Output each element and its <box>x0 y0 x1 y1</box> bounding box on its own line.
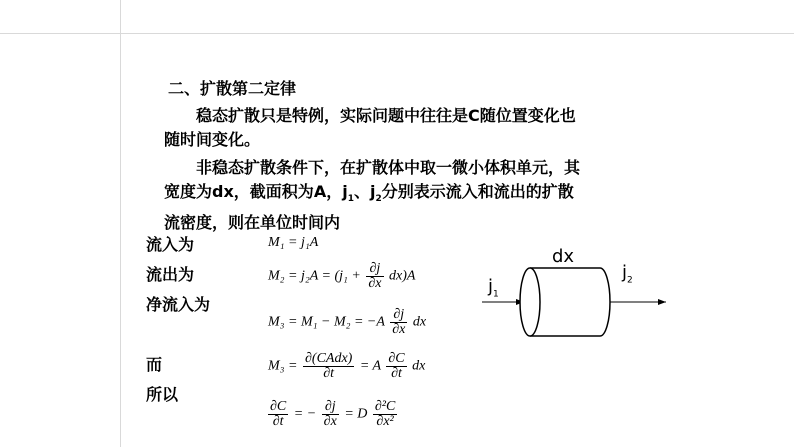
label-outflow: 流出为 <box>146 265 195 284</box>
label-therefore: 所以 <box>146 385 179 404</box>
paragraph-2-j1-sub: 1 <box>347 194 354 205</box>
label-inflow: 流入为 <box>146 235 195 254</box>
paragraph-1-line-2: 随时间变化。 <box>164 130 261 149</box>
paragraph-2-j1: j <box>342 182 348 201</box>
equation-final <box>266 400 399 429</box>
equation-m3b <box>268 352 425 381</box>
cylinder-left-face <box>520 268 540 336</box>
paragraph-2-j2-sub: 2 <box>375 194 382 205</box>
diagram-j1-label: $j_1$ <box>488 276 499 300</box>
fraction-dc-dt-final: $\frac{\partial C}{\partial t}$ <box>270 399 287 429</box>
equation-m2-left: M₂ = j₂A = (j₁ + <box>268 268 361 284</box>
cylinder-body <box>530 268 610 336</box>
paragraph-2-dx: dx <box>212 182 234 201</box>
fraction-dj-dx-final: $\frac{\partial j}{\partial x}$ <box>323 399 337 429</box>
label-and: 而 <box>146 355 163 374</box>
section-heading: 二、扩散第二定律 <box>168 79 297 98</box>
paragraph-2-line-2c: ， <box>326 182 343 201</box>
paragraph-2-line-1: 非稳态扩散条件下，在扩散体中取一微小体积单元，其 <box>196 158 581 177</box>
equation-m2-right: dx)A <box>389 268 416 284</box>
paragraph-1-line-1: 稳态扩散只是特例，实际问题中往往是C随位置变化也 <box>196 106 576 125</box>
equation-m1: M₁ = j₁A <box>268 235 319 250</box>
paragraph-2-line-2b: ，截面积为 <box>233 182 314 201</box>
fraction-dj-dx-2: $\frac{\partial j}{\partial x}$ <box>392 307 406 337</box>
paragraph-2-line-2a: 宽度为 <box>164 182 213 201</box>
equation-final-mid1: = − <box>293 406 317 422</box>
equation-final-mid2: = D <box>344 406 368 422</box>
label-net-inflow: 净流入为 <box>146 295 211 314</box>
paragraph-2-A: A <box>313 182 327 201</box>
equation-m3 <box>268 308 426 337</box>
volume-element-diagram <box>478 240 678 340</box>
diagram-dx-label: dx <box>552 246 575 267</box>
diagram-j2-label: $j_2$ <box>622 262 633 286</box>
equation-m3b-mid: = A <box>359 358 381 374</box>
paragraph-2-sep: 、 <box>353 182 370 201</box>
fraction-d2c-dx2: $\frac{\text{∂²C}}{\text{∂x²}}$ <box>374 399 396 429</box>
frame-line-left <box>120 0 121 447</box>
equation-m3b-right: dx <box>412 358 426 374</box>
paragraph-2-j2: j <box>369 182 376 201</box>
fraction-dcadx-dt: $\frac{\text{∂(CAdx)}}{\partial t}$ <box>304 351 353 381</box>
equation-m3-right: dx <box>412 314 427 330</box>
paragraph-1 <box>164 104 684 152</box>
fraction-dc-dt: $\frac{\partial C}{\partial t}$ <box>388 351 405 381</box>
fraction-dj-dx: $\frac{\partial j}{\partial x}$ <box>368 261 382 291</box>
paragraph-2-line-2d: 分别表示流入和流出的扩散 <box>381 182 574 201</box>
equation-m3b-left: M₃ = <box>268 358 298 374</box>
equation-m3-left: M₃ = M₁ − M₂ = −A <box>268 314 385 330</box>
paragraph-2 <box>164 156 684 235</box>
paragraph-2-line-3: 流密度，则在单位时间内 <box>164 213 341 233</box>
equation-m2 <box>268 262 415 291</box>
